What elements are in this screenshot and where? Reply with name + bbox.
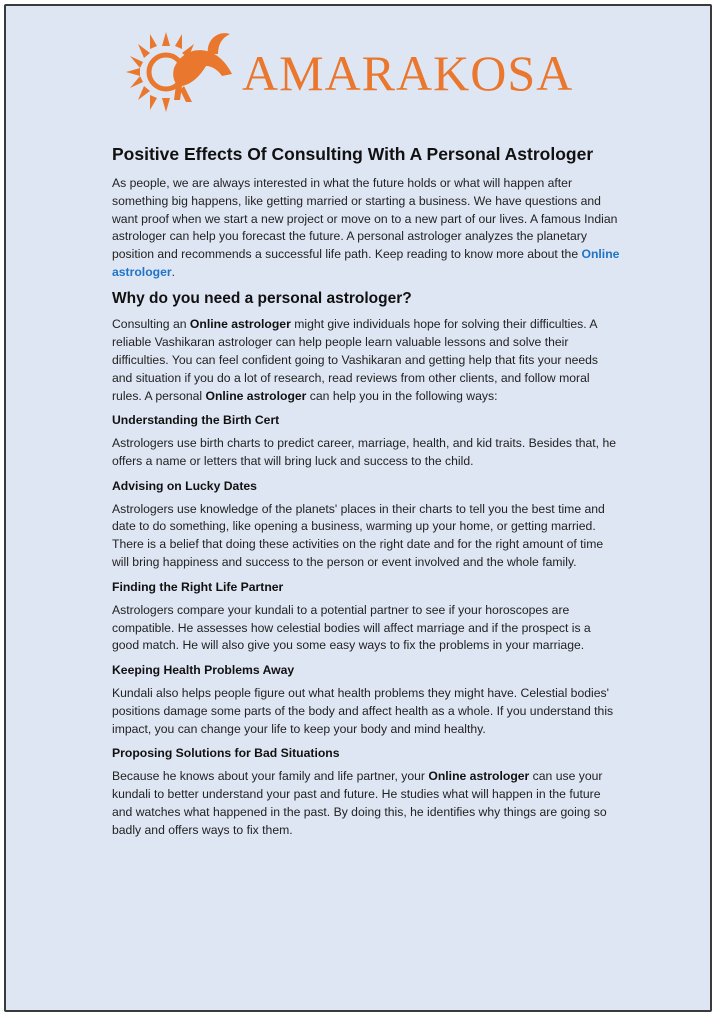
why-bold-2: Online astrologer — [205, 388, 307, 403]
section-text-lucky-dates: Astrologers use knowledge of the planets' places in their charts to tell you the best time and date to do something, like opening a business, warming up your home, or getting married. There is a belief that doing these activities on the right date and for the right amount of time will bring happiness and success to the person or event involved and the whole family. — [112, 501, 605, 570]
article-title: Positive Effects Of Consulting With A Personal Astrologer — [112, 144, 594, 164]
intro-text: As people, we are always interested in what the future holds or what will happen after something big happens, like getting married or starting a business. We have questions and want proof when we start a new project or move on to a new part of our lives. A famous Indian astrologer can help you forecast the future. A personal astrologer analyzes the planetary position and recommends a successful life path. Keep reading to know more about the — [112, 176, 618, 262]
section-heading-bad-situations: Proposing Solutions for Bad Situations — [112, 746, 340, 761]
why-text-3: can help you in the following ways: — [306, 388, 498, 403]
section-heading-birth-chart: Understanding the Birth Cert — [112, 413, 280, 428]
section-heading-health: Keeping Health Problems Away — [112, 663, 295, 678]
section-text-bad-situations — [112, 768, 620, 839]
article-body — [112, 144, 620, 847]
intro-end: . — [171, 264, 175, 279]
why-paragraph — [112, 316, 620, 405]
why-text-2: might give individuals hope for solving their difficulties. A reliable Vashikaran astrologer can help people learn valuable lessons and solve their difficulties. You can feel confident going to Vashikaran and getting help that fits your needs and situation if you do a lot of research, read reviews from other clients, and follow moral rules. A personal — [112, 317, 599, 403]
document-page — [4, 4, 712, 1012]
sun-goat-icon — [122, 20, 242, 120]
bad-situations-text-2: can use your kundali to better understand your past and future. He studies what will happen in the future and watches what happened in the past. By doing this, he identifies why things are going so badly and offers ways to fix them. — [112, 769, 607, 837]
online-astrologer-link[interactable]: Online astrologer — [112, 247, 620, 279]
section-heading-life-partner: Finding the Right Life Partner — [112, 579, 284, 594]
section-text-birth-chart: Astrologers use birth charts to predict career, marriage, health, and kid traits. Besides that, he offers a name or letters that will bring luck and success to the child. — [112, 436, 617, 469]
section-text-life-partner: Astrologers compare your kundali to a potential partner to see if your horoscopes are compatible. He assesses how celestial bodies will affect marriage and if the prospect is a good match. He will also give you some easy ways to fix the problems in your marriage. — [112, 602, 591, 653]
brand-logo[interactable] — [122, 20, 602, 120]
why-bold-1: Online astrologer — [189, 317, 291, 332]
section-heading-lucky-dates: Advising on Lucky Dates — [112, 478, 257, 493]
bad-situations-text-1: Because he knows about your family and life partner, your — [112, 769, 429, 784]
intro-paragraph — [112, 175, 620, 282]
section-text-health: Kundali also helps people figure out what health problems they might have. Celestial bodies' positions damage some parts of the body and affect health as a whole. If you understand this impact, you can change your life to keep your body and mind healthy. — [112, 685, 614, 736]
brand-wordmark: AMARAKOSA — [242, 45, 574, 101]
bad-situations-bold: Online astrologer — [428, 769, 530, 784]
why-text-1: Consulting an — [112, 317, 190, 332]
why-heading: Why do you need a personal astrologer? — [112, 289, 412, 307]
